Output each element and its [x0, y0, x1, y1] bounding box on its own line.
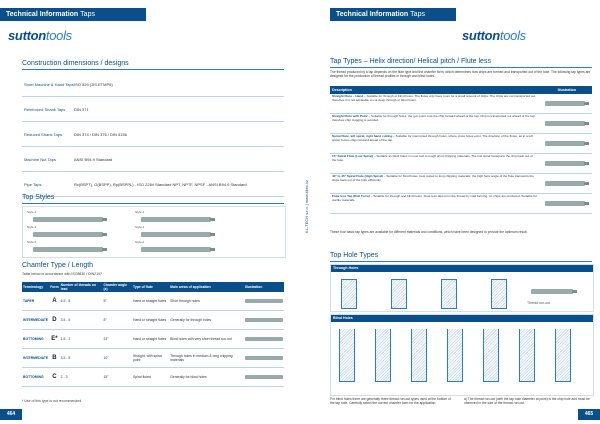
- through-hole-drawing: [341, 279, 357, 309]
- page-header: Technical Information Taps: [0, 8, 146, 21]
- tap-drawing: [141, 217, 211, 222]
- panel-title: Blind Holes: [331, 315, 593, 322]
- table-row: Machine Nut Taps ANSI B94.9 Standard: [22, 147, 284, 172]
- tap-drawing: [33, 247, 103, 252]
- blind-hole-drawing: [555, 329, 571, 382]
- tap-types-table: [330, 86, 592, 214]
- section-title-styles: Top Styles: [22, 194, 55, 201]
- intro-paragraph: The thread produced by a tap depends on the flute type and the chamfer form, which determines how chips are formed and transported out of the hole. The following tap types are designed for the production of thread profiles in through and blind holes.: [330, 70, 591, 79]
- tap-drawing: [33, 217, 103, 222]
- style-label: Style 2: [135, 210, 145, 214]
- through-hole-drawing: [441, 279, 457, 309]
- tap-drawing: [545, 101, 585, 106]
- tap-drawing: [245, 299, 283, 303]
- footnote: * Use of this type is not recommended: [22, 399, 82, 403]
- section-title-chamfer: Chamfer Type / Length: [22, 262, 94, 269]
- table-row: Short Machine & Hand Taps ISO 529 (JIS ETMP6): [22, 72, 284, 97]
- table-row: Spiral Flute, left spiral, right hand cutting – Suitable for interrupted through holes, where cross holes exist. The direction of the flutes, as in a left spiral, forces chips forward ahead of the tap.: [330, 134, 592, 154]
- panel-title: Through Holes: [331, 265, 593, 272]
- style-label: Style 5: [27, 240, 37, 244]
- blind-hole-drawing: [519, 329, 535, 382]
- tap-drawing: [545, 141, 585, 146]
- table-header-row: Terminology Form Number of threads on lead Chamfer angle (κ) Type of flute Main areas of application Illustration: [22, 282, 284, 292]
- table-row: Straight Flute with Point – Suitable for through holes, the gun point cuts the chip forward ahead of the tap. Chip is transported out ahead of the tap, therefore chip clogging is avoided.: [330, 114, 592, 134]
- tap-drawing: [245, 337, 283, 341]
- table-row: Pipe Taps Rc(BSPT), G(BSPP), Rp(BSPPL) - ISO 2284 Standard NPT, NPTF, NPSF - ANSI B94.9 Standard: [22, 172, 284, 197]
- through-hole-drawing: [391, 279, 407, 309]
- table-row: Straight Flute – Hand – Suitable for through or blind holes. The flutes only have room for a small amount of chips. The chips are not transported out, therefore it is not advisable to cut deep through or blind holes.: [330, 94, 592, 114]
- tap-drawing: [245, 375, 283, 379]
- tap-drawing: [245, 318, 283, 322]
- summary-paragraph: These four basic tap types are available for different materials and conditions, which have been designed to provide the optimum result.: [330, 230, 528, 234]
- style-label: Style 3: [27, 225, 37, 229]
- blind-hole-drawing: [339, 329, 355, 382]
- table-row: Flute less Tap (Roll Form) – Suitable for through and blind holes. Flute less taps form the thread by cold forming, no chips are produced. Suitable for ductile materials.: [330, 194, 592, 214]
- section-title-hole-types: Top Hole Types: [330, 252, 379, 259]
- blind-holes-note: For blind holes there are generally three thread run-out types used at the bottom of the tap hole. Carefully select the correct chamfer form for the application.: [330, 397, 451, 406]
- table-row: BOTTOMING E* 1.5 - 2 23° Hand or straight flutes Blind holes with very short thread run-out: [22, 330, 284, 349]
- table-row: BOTTOMING C 2 - 3 15° Spiral fluted Generally for blind holes: [22, 368, 284, 387]
- page-number: 465: [578, 409, 600, 420]
- table-row: TAPER A 6.5 - 8 5° Hand or straight flutes Short through holes: [22, 292, 284, 311]
- thread-run-out-label: Thread run-out: [527, 301, 551, 305]
- section-divider: [330, 261, 592, 262]
- section-title-tap-types: Tap Types – Helix direction/ Helical pitch / Flute less: [330, 58, 491, 65]
- page-number: 464: [0, 409, 22, 420]
- tap-drawing: [531, 289, 573, 294]
- tap-drawing: [545, 201, 585, 206]
- section-divider: [22, 203, 284, 204]
- construction-table: [22, 72, 284, 197]
- blind-holes-panel: [330, 314, 594, 396]
- tap-drawing: [545, 121, 585, 126]
- style-label: Style 4: [135, 225, 145, 229]
- chamfer-table: [22, 282, 284, 387]
- table-row: 15° Spiral Flute (Low Spiral) – Suitable as blind holes in most soft to tough short chipping materials. The low spiral transports the chip back out of the hole.: [330, 154, 592, 174]
- blind-hole-drawing: [447, 329, 463, 382]
- section-divider: [330, 67, 592, 68]
- section-title-construction: Construction dimensions / designs: [22, 60, 129, 67]
- table-row: INTERMEDIATE D 3.5 - 5 8° Hand or straight flutes Generally for through holes: [22, 311, 284, 330]
- tap-styles-panel: [22, 206, 286, 258]
- chamfer-note: Table below in accordance with ISO8830 / DIN2197: [22, 272, 102, 276]
- table-row: Reduced Shank Taps DIN 374 / DIN 376 / DIN 5156: [22, 122, 284, 147]
- section-divider: [22, 69, 284, 70]
- tap-drawing: [141, 232, 211, 237]
- table-row: Reinforced Shank Taps DIN 371: [22, 97, 284, 122]
- tap-drawing: [545, 161, 585, 166]
- tap-drawing: [545, 181, 585, 186]
- run-out-note: a) The thread run-out (with the tap hole diameter at point) is the chip hole and must be observed in the size of the thread run-out.: [464, 397, 590, 406]
- style-label: Style 1: [27, 210, 37, 214]
- blind-hole-drawing: [375, 329, 391, 382]
- side-watermark-text: KL-TECH s.r.o. | www.kltec.cz: [304, 180, 309, 234]
- tap-drawing: [245, 356, 283, 360]
- table-row: INTERMEDIATE B 3.5 - 5 10° Straight, with spiral point Through holes in medium & long chipping materials: [22, 349, 284, 368]
- blind-hole-drawing: [483, 329, 499, 382]
- sutton-tools-logo: suttontools: [462, 28, 526, 43]
- table-row: 40° to 45° Spiral Flute (High Spiral) – Suitable for blind holes, best suited to long chipping materials, the high helix angle of the flute transports the chips back out of the hole efficiently.: [330, 174, 592, 194]
- tap-drawing: [33, 232, 103, 237]
- table-header-row: Description Illustration: [330, 86, 592, 94]
- blind-hole-drawing: [411, 329, 427, 382]
- sutton-tools-logo: suttontools: [8, 28, 72, 43]
- page-header: Technical Information Taps: [330, 8, 456, 21]
- style-label: Style 6: [135, 240, 145, 244]
- through-hole-drawing: [491, 279, 507, 309]
- through-holes-panel: [330, 264, 594, 312]
- tap-drawing: [141, 247, 211, 252]
